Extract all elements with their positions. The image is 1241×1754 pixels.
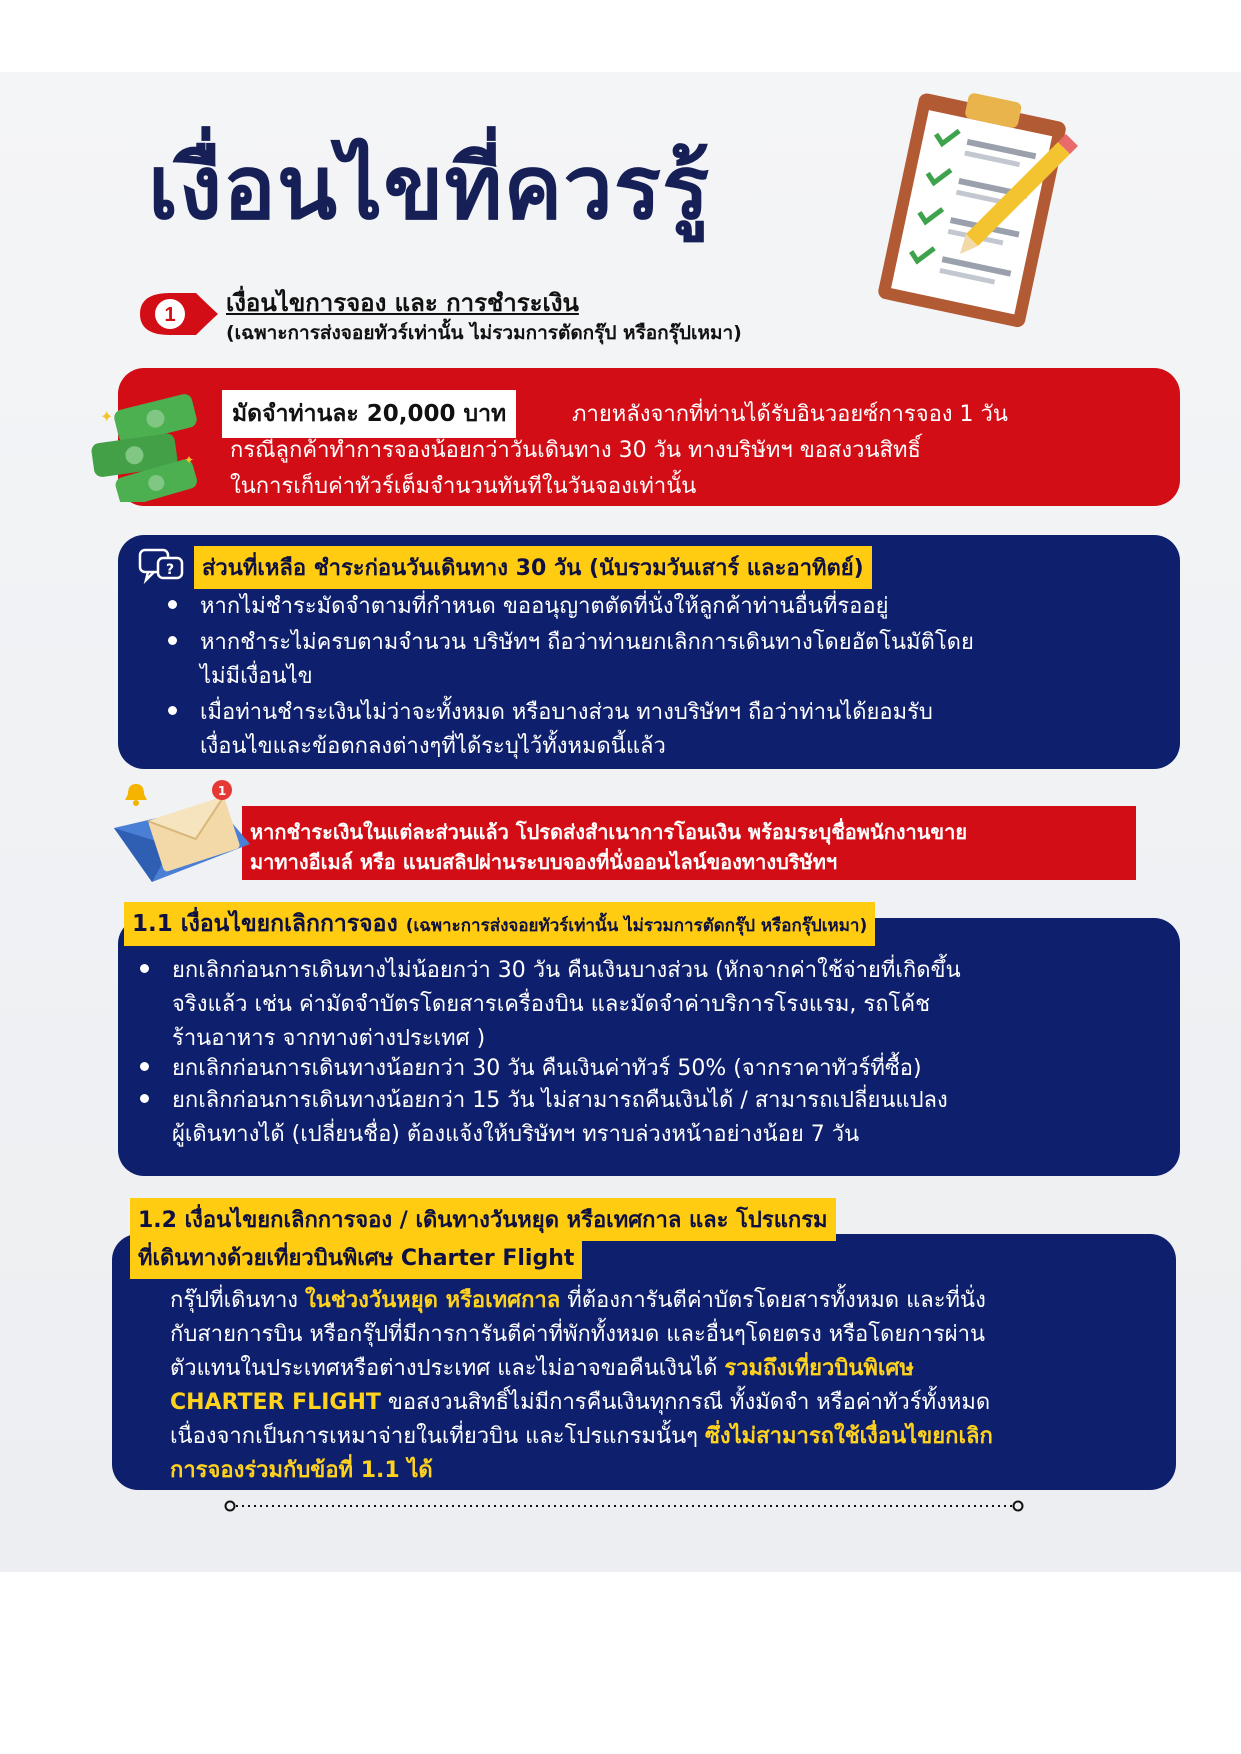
bullet: [140, 1302, 149, 1311]
cancel-bullet-1b: จริงแล้ว เช่น ค่ามัดจำบัตรโดยสารเครื่องบิน และมัดจำค่าบริการโรงแรม, รถโค้ช: [172, 992, 931, 1017]
cancel-bullet-2: ยกเลิกก่อนการเดินทางน้อยกว่า 30 วัน คืนเงินค่าทัวร์ 50% (จากราคาทัวร์ที่ซื้อ): [172, 1056, 922, 1081]
email-notice-line-2: มาทางอีเมล์ หรือ แนบสลิปผ่านระบบจองที่นั่งออนไลน์ของทางบริษัทฯ: [250, 850, 838, 874]
section-1-1-title: 1.1 เงื่อนไขยกเลิกการจอง: [132, 911, 398, 937]
envelope-icon: [112, 774, 252, 894]
deposit-line-3: ในการเก็บค่าทัวร์เต็มจำนวนทันทีในวันจองเท่านั้น: [230, 474, 697, 499]
bullet: [168, 600, 177, 609]
svg-text:1: 1: [164, 304, 176, 326]
svg-text:?: ?: [165, 562, 175, 578]
money-icon: [86, 392, 206, 502]
svg-text:1: 1: [217, 784, 227, 798]
svg-text:✦: ✦: [184, 453, 195, 467]
balance-bullet-2a: หากชำระไม่ครบตามจำนวน บริษัทฯ ถือว่าท่านยกเลิกการเดินทางโดยอัตโนมัติโดย: [200, 630, 974, 655]
holiday-line-3: ตัวแทนในประเทศหรือต่างประเทศ และไม่อาจขอคืนเงินได้ รวมถึงเที่ยวบินพิเศษ: [170, 1356, 914, 1381]
page-title: เงื่อนไขที่ควรรู้: [148, 136, 711, 239]
balance-bullet-3a: เมื่อท่านชำระเงินไม่ว่าจะทั้งหมด หรือบางส่วน ทางบริษัทฯ ถือว่าท่านได้ยอมรับ: [200, 700, 933, 725]
cancel-bullet-3a: ยกเลิกก่อนการเดินทางน้อยกว่า 15 วัน ไม่สามารถคืนเงินได้ / สามารถเปลี่ยนแปลง: [172, 1088, 948, 1113]
deposit-line-1: ภายหลังจากที่ท่านได้รับอินวอยซ์การจอง 1 วัน: [572, 402, 1008, 427]
section-1-title: เงื่อนไขการจอง และ การชำระเงิน: [226, 289, 579, 317]
holiday-line-2: กับสายการบิน หรือกรุ๊ปที่มีการการันตีค่าที่พักทั้งหมด และอื่นๆโดยตรง หรือโดยการผ่าน: [170, 1322, 985, 1347]
section-number-badge: [136, 289, 220, 339]
section-1-1-note: (เฉพาะการส่งจอยทัวร์เท่านั้น ไม่รวมการตัดกรุ๊ป หรือกรุ๊ปเหมา): [405, 916, 868, 936]
email-notice-line-1: หากชำระเงินในแต่ละส่วนแล้ว โปรดส่งสำเนาการโอนเงิน พร้อมระบุชื่อพนักงานขาย: [250, 820, 968, 844]
notification-bell-icon: [125, 784, 147, 806]
bullet: [140, 1094, 149, 1103]
holiday-line-5: เนื่องจากเป็นการเหมาจ่ายในเที่ยวบิน และโปรแกรมนั้นๆ ซึ่งไม่สามารถใช้เงื่อนไขยกเลิก: [170, 1424, 993, 1449]
deposit-amount-tag: มัดจำท่านละ 20,000 บาท: [222, 390, 516, 438]
clipboard-checklist-icon: [858, 82, 1094, 330]
bullet: [140, 964, 149, 973]
cancel-bullet-1c: ร้านอาหาร จากทางต่างประเทศ ): [172, 1026, 486, 1051]
bullet: [140, 1062, 149, 1071]
svg-text:✦: ✦: [100, 407, 114, 426]
speech-bubble-icon: [138, 546, 186, 586]
balance-bullet-2b: ไม่มีเงื่อนไข: [200, 664, 313, 689]
balance-due-tag: ส่วนที่เหลือ ชำระก่อนวันเดินทาง 30 วัน (นับรวมวันเสาร์ และอาทิตย์): [194, 546, 872, 589]
deposit-line-2: กรณีลูกค้าทำการจองน้อยกว่าวันเดินทาง 30 วัน ทางบริษัทฯ ขอสงวนสิทธิ์: [230, 438, 921, 463]
bullet: [168, 636, 177, 645]
balance-bullet-3b: เงื่อนไขและข้อตกลงต่างๆที่ได้ระบุไว้ทั้งหมดนี้แล้ว: [200, 734, 666, 759]
holiday-line-6: การจองร่วมกับข้อที่ 1.1 ได้: [170, 1458, 433, 1483]
bullet: [168, 706, 177, 715]
cancel-bullet-3b: ผู้เดินทางได้ (เปลี่ยนชื่อ) ต้องแจ้งให้บริษัทฯ ทราบล่วงหน้าอย่างน้อย 7 วัน: [172, 1122, 860, 1147]
balance-bullet-1: หากไม่ชำระมัดจำตามที่กำหนด ขออนุญาตตัดที่นั่งให้ลูกค้าท่านอื่นที่รออยู่: [200, 594, 889, 619]
holiday-line-4: CHARTER FLIGHT ขอสงวนสิทธิ์ไม่มีการคืนเงินทุกกรณี ทั้งมัดจำ หรือค่าทัวร์ทั้งหมด: [170, 1390, 991, 1415]
cancel-bullet-1a: ยกเลิกก่อนการเดินทางไม่น้อยกว่า 30 วัน คืนเงินบางส่วน (หักจากค่าใช้จ่ายที่เกิดขึ้น: [172, 958, 961, 983]
section-1-2-tag-line-1: 1.2 เงื่อนไขยกเลิกการจอง / เดินทางวันหยุด หรือเทศกาล และ โปรแกรม: [130, 1198, 836, 1241]
holiday-line-1: กรุ๊ปที่เดินทาง ในช่วงวันหยุด หรือเทศกาล ที่ต้องการันตีค่าบัตรโดยสารทั้งหมด และที่นั่ง: [170, 1288, 986, 1313]
dotted-divider: [224, 1500, 1024, 1512]
section-1-1-tag: [124, 902, 875, 946]
section-1-subtitle: (เฉพาะการส่งจอยทัวร์เท่านั้น ไม่รวมการตัดกรุ๊ป หรือกรุ๊ปเหมา): [226, 322, 742, 344]
section-1-2-tag-line-2: ที่เดินทางด้วยเที่ยวบินพิเศษ Charter Flight: [130, 1236, 582, 1279]
